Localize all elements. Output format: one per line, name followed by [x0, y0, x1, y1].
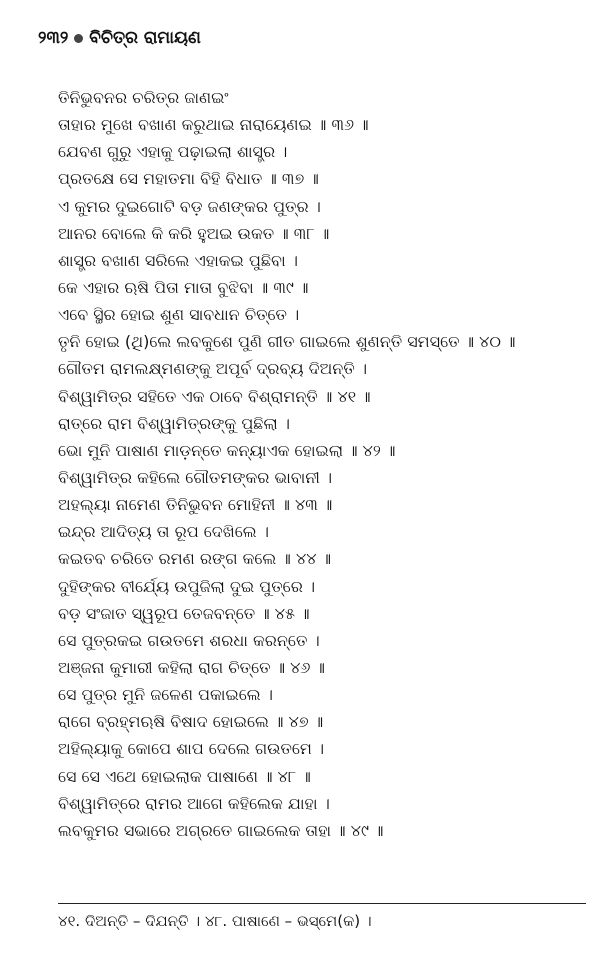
footnote: ୪୧. ଦିଅନ୍ତି – ଦିଯନ୍ତି । ୪୮. ପାଷାଣେ – ଭସ୍ମେ(କ) ।	[58, 912, 372, 930]
verse-line: ତାହାର ମୁଖେ ବଖାଣ କରୁଥାଇ ନାରାୟେଣଇ ॥ ୩୬ ॥	[58, 115, 369, 135]
verse-line: ଗୌତମ ରାମଲକ୍ଷ୍ମଣଙ୍କୁ ଅପୂର୍ବ ଦ୍ରବ୍ୟ ଦିଅନ୍ତି ।	[58, 359, 368, 379]
header-bullet-icon	[74, 34, 83, 43]
verse-line: ପ୍ରତକ୍ଷେ ସେ ମହାତମା ବିହି ବିଧାତ ॥ ୩୭ ॥	[58, 169, 319, 189]
verse-line: ଯେବଣ ଗୁରୁ ଏହାକୁ ପଢ଼ାଇଲା ଶାସ୍ତ୍ର ।	[58, 142, 288, 162]
verse-line: ରାତ୍ରେ ରାମ ବିଶ୍ୱାମିତ୍ରଙ୍କୁ ପୁଛିଲା ।	[58, 413, 290, 433]
verse-line: ଏବେ ସ୍ଥିର ହୋଇ ଶୁଣ ସାବଧାନ ଚିତ୍ତେ ।	[58, 305, 300, 325]
verse-line: ଦୁହିଙ୍କର ବୀର୍ଯ୍ୟେ ଉପୁଜିଲା ଦୁଇ ପୁତ୍ରେ ।	[58, 576, 316, 596]
verse-line: ଲବକୁମର ସଭାରେ ଅଗ୍ରତେ ଗାଇଲେକ ତାହା ॥ ୪୯ ॥	[58, 820, 384, 840]
verse-line: ବଡ଼ ସଂଜାତ ସ୍ୱରୂପ ତେଜବନ୍ତେ ॥ ୪୫ ॥	[58, 603, 310, 623]
page-number: ୨୩୨	[38, 28, 69, 48]
verse-line: ସେ ପୁତ୍ର ମୁନି ଜଳେଣ ପକାଇଲେ ।	[58, 685, 273, 705]
running-header	[38, 28, 201, 48]
verse-line: ବିଶ୍ୱାମିତ୍ର ସହିତେ ଏକ ଠାବେ ବିଶ୍ରାମନ୍ତି ॥ ୪୧ ॥	[58, 386, 371, 406]
verse-line: ତୃନି ହୋଇ (ଥି)ଲେ ଲବକୁଶେ ପୁଣି ଗୀତ ଗାଇଲେ ଶୁଣନ୍ତି ସମସ୍ତେ ॥ ୪୦ ॥	[58, 332, 516, 352]
verse-line: ସେ ପୁତ୍ରକଇ ଗଉତମେ ଶରଧା କରନ୍ତେ ।	[58, 630, 320, 650]
verse-line: ଅହିଲ୍ୟାକୁ କୋପେ ଶାପ ଦେଲେ ଗଉତମେ ।	[58, 739, 325, 759]
verse-line: ସେ ସେ ଏଥେ ହୋଇଲାକ ପାଷାଣେ ॥ ୪୮ ॥	[58, 766, 311, 786]
footnote-divider	[58, 903, 586, 904]
verse-line: ରାଗେ ବ୍ରହ୍ମଋଷି ବିଷାଦ ହୋଇଲେ ॥ ୪୭ ॥	[58, 712, 324, 732]
verse-line: ତିନିଭୁବନର ଚରିତ୍ର ଜାଣଇଂ	[58, 88, 229, 107]
verse-line: ଆନର ବୋଲେ କି କରି ହୁଅଇ ଉକତ ॥ ୩୮ ॥	[58, 223, 330, 243]
verse-line: ଏ କୁମର ଦୁଇଗୋଟି ବଡ଼ ଜଣଙ୍କର ପୁତ୍ର ।	[58, 196, 321, 216]
verse-line: ଇନ୍ଦ୍ର ଆଦିତ୍ୟ ତା ରୂପ ଦେଖିଲେ ।	[58, 522, 269, 542]
verse-block	[58, 84, 588, 844]
verse-line: କଇତବ ଚରିତେ ରମଣ ରଙ୍ଗ କଲେ ॥ ୪୪ ॥	[58, 549, 332, 569]
verse-line: ଅଞ୍ଜନା କୁମାରୀ କହିଲା ରାଗ ଚିତ୍ତେ ॥ ୪୬ ॥	[58, 657, 325, 677]
verse-line: ଶାସ୍ତ୍ର ବଖାଣ ସରିଲେ ଏହାକଇ ପୁଛିବା ।	[58, 250, 298, 270]
running-title: ବିଚିତ୍ର ରାମାୟଣ	[89, 28, 201, 48]
verse-line: ବିଶ୍ୱାମିତ୍ରେ ରାମର ଆଗେ କହିଲେକ ଯାହା ।	[58, 793, 330, 813]
verse-line: ବିଶ୍ୱାମିତ୍ର କହିଲେ ଗୌତମଙ୍କର ଭାବାନୀ ।	[58, 467, 333, 487]
verse-line: ଭୋ ମୁନି ପାଷାଣ ମାଡ଼ନ୍ତେ କନ୍ୟାଏକ ହୋଇଲା ॥ ୪୨ ॥	[58, 440, 396, 460]
verse-line: ଅହଲ୍ୟା ନାମେଣ ତିନିଭୁବନ ମୋହିନୀ ॥ ୪୩ ॥	[58, 495, 333, 515]
verse-line: କେ ଏହାର ଋଷି ପିତା ମାତା ବୁଝିବା ॥ ୩୯ ॥	[58, 277, 309, 297]
